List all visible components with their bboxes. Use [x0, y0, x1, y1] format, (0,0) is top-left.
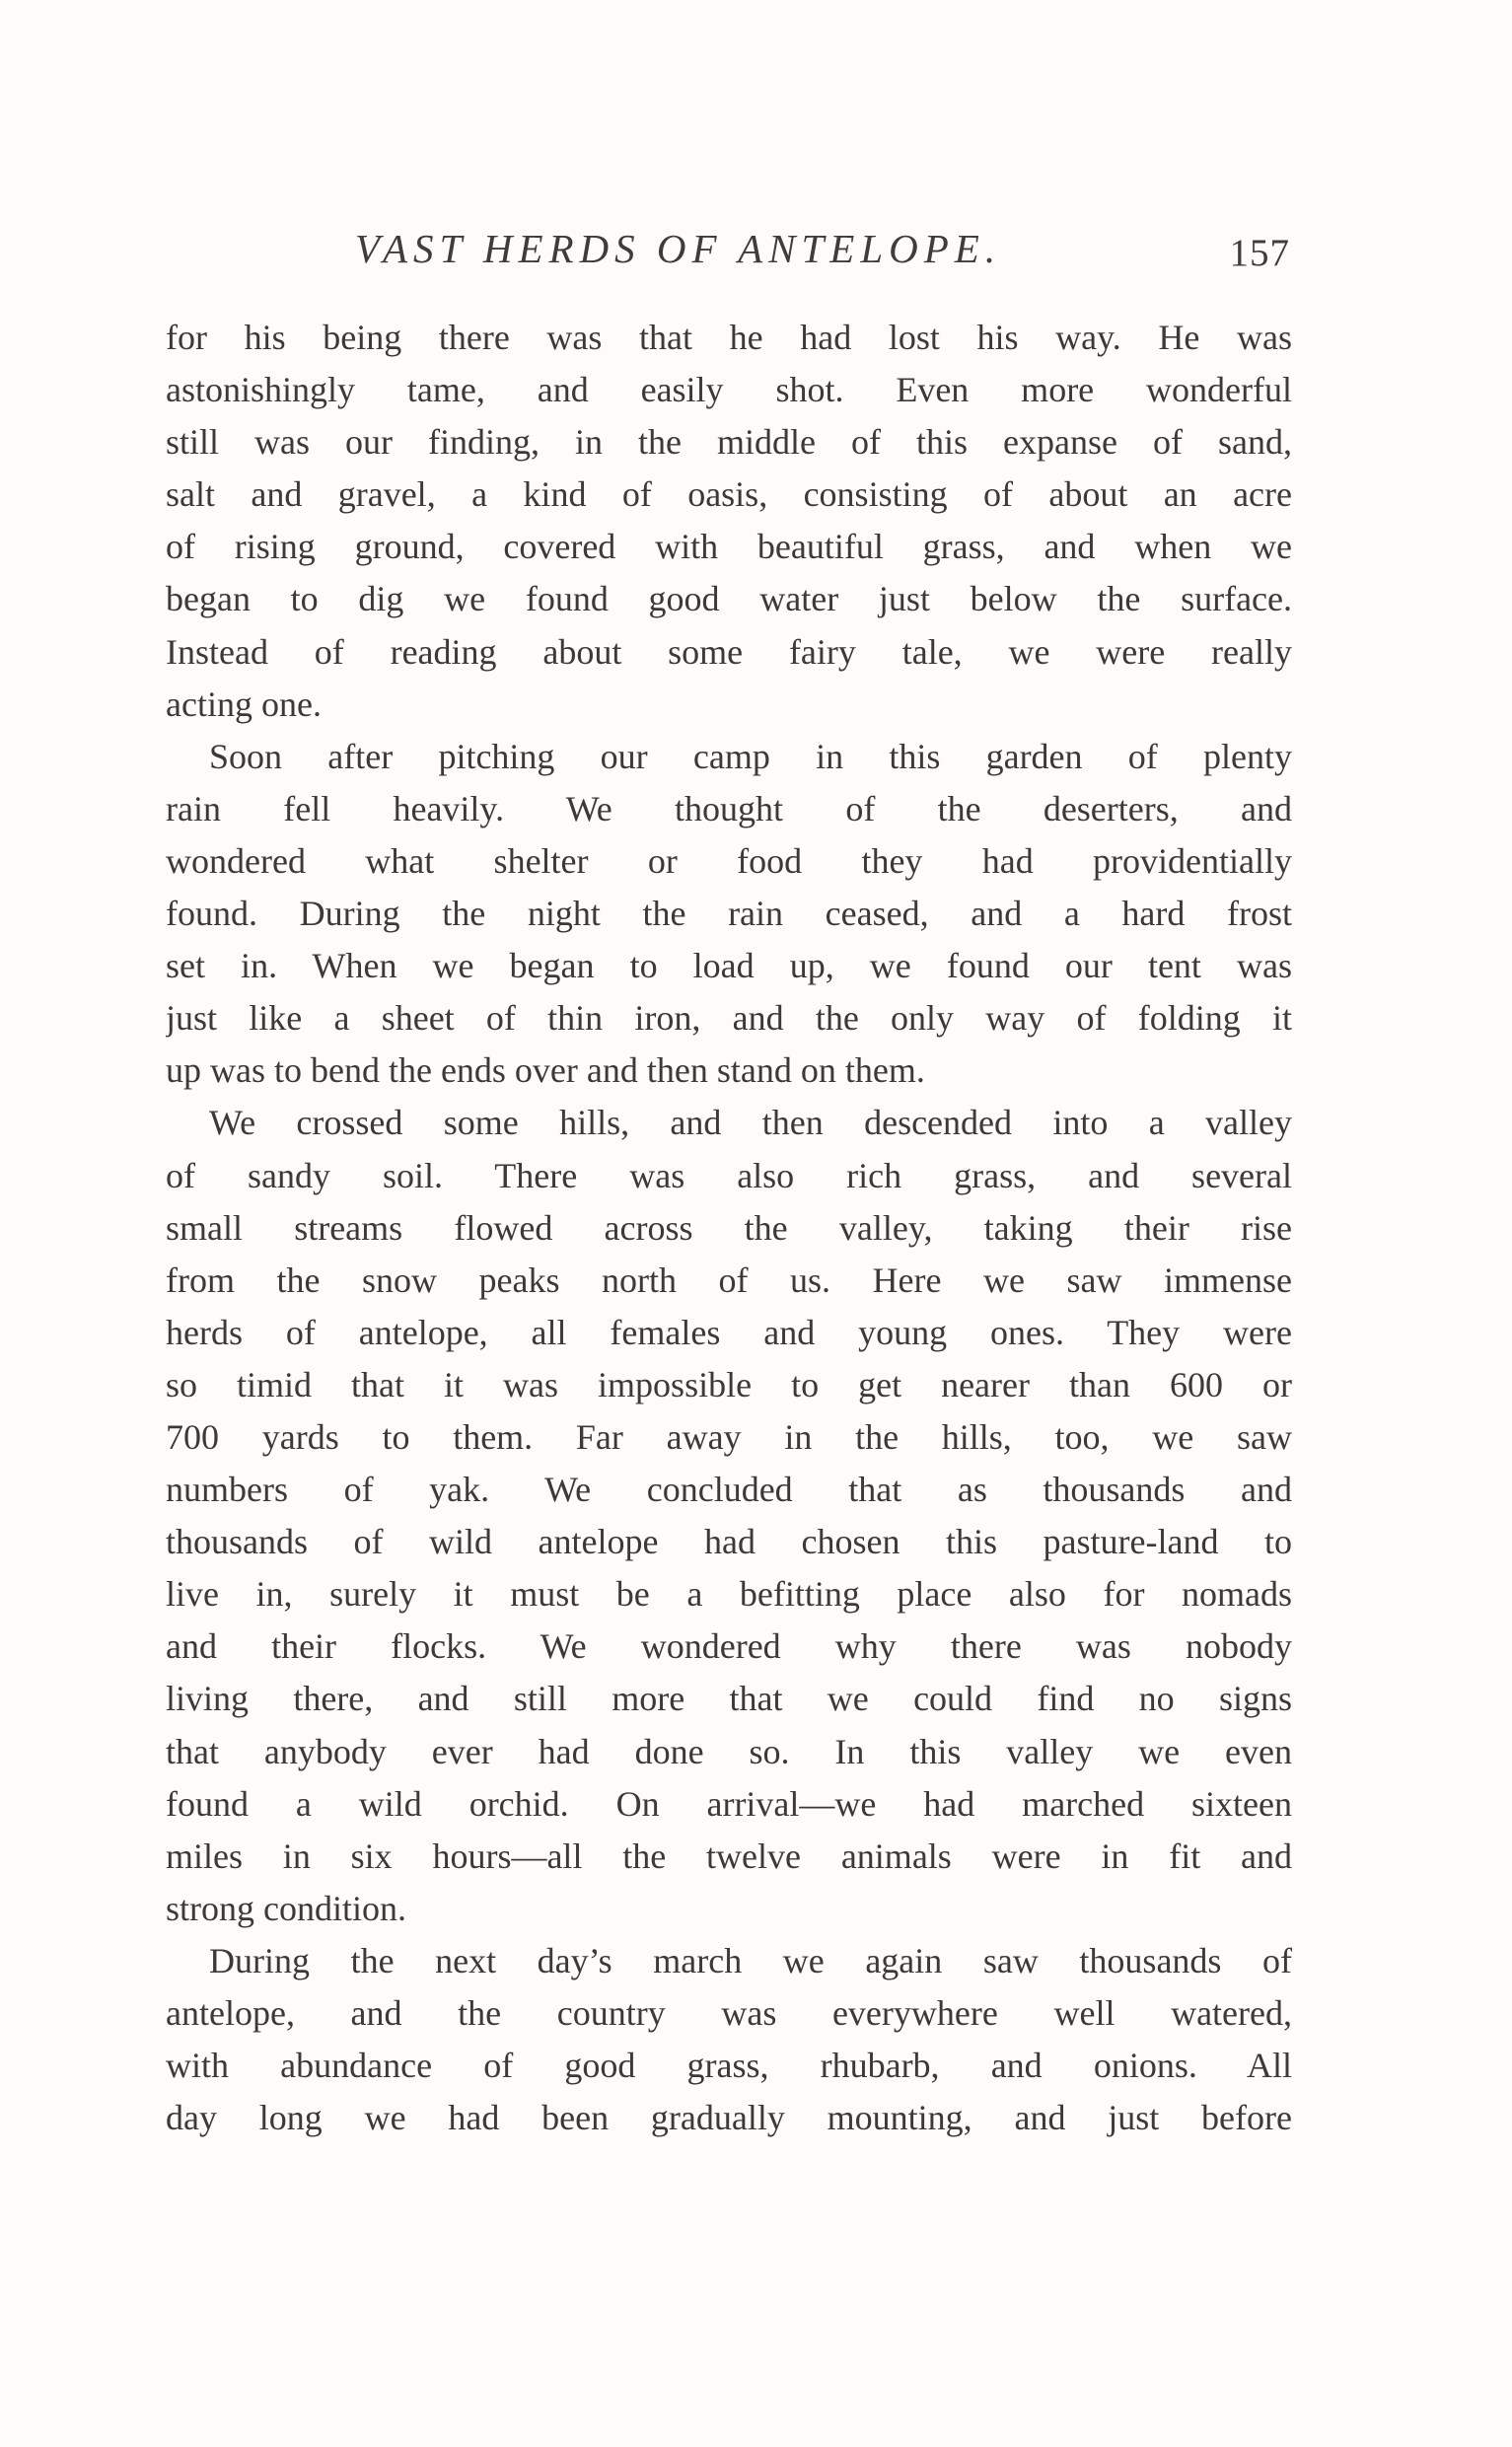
text-line: of rising ground, covered with beautiful grass, and when we — [166, 527, 1292, 567]
text-line: for his being there was that he had lost his way. He was — [166, 318, 1292, 357]
text-line: We crossed some hills, and then descended into a valley — [209, 1103, 1292, 1143]
text-line: 700 yards to them. Far away in the hills, too, we saw — [166, 1416, 1292, 1457]
text-line: wondered what shelter or food they had providentially — [166, 840, 1292, 881]
text-line: living there, and still more that we could find no signs — [166, 1679, 1292, 1719]
text-line: During the next day’s march we again saw thousands of — [209, 1940, 1292, 1980]
text-line: numbers of yak. We concluded that as thousands and — [166, 1470, 1292, 1510]
text-line: so timid that it was impossible to get nearer than 600 or — [166, 1364, 1292, 1404]
text-line: herds of antelope, all females and young ones. They were — [166, 1312, 1292, 1352]
text-line: found a wild orchid. On arrival—we had marched sixteen — [166, 1783, 1292, 1824]
text-line: with abundance of good grass, rhubarb, and onions. All — [166, 2046, 1292, 2086]
running-head — [166, 225, 1290, 284]
text-line: salt and gravel, a kind of oasis, consisting of about an acre — [166, 474, 1292, 515]
body-text — [166, 312, 1292, 2144]
text-line: astonishingly tame, and easily shot. Even more wonderful — [166, 370, 1292, 410]
text-line: rain fell heavily. We thought of the deserters, and — [166, 788, 1292, 828]
text-line: live in, surely it must be a befitting place also for nomads — [166, 1574, 1292, 1615]
text-line: small streams flowed across the valley, taking their rise — [166, 1207, 1292, 1248]
text-line: set in. When we began to load up, we found our tent was — [166, 946, 1292, 986]
text-line: Soon after pitching our camp in this garden of plenty — [209, 736, 1292, 776]
running-title: VAST HERDS OF ANTELOPE. — [355, 226, 1002, 271]
text-line: Instead of reading about some fairy tale, we were really — [166, 631, 1292, 672]
text-line: and their flocks. We wondered why there was nobody — [166, 1626, 1292, 1667]
text-line: that anybody ever had done so. In this valley we even — [166, 1731, 1292, 1771]
text-line: just like a sheet of thin iron, and the only way of folding it — [166, 998, 1292, 1039]
text-line: began to dig we found good water just below the surface. — [166, 579, 1292, 619]
text-line: of sandy soil. There was also rich grass, and several — [166, 1155, 1292, 1195]
text-line: up was to bend the ends over and then stand on them. — [166, 1050, 925, 1091]
page-number: 157 — [1229, 232, 1290, 274]
text-line: found. During the night the rain ceased, and a hard frost — [166, 894, 1292, 934]
text-line: from the snow peaks north of us. Here we saw immense — [166, 1259, 1292, 1300]
text-line: strong condition. — [166, 1888, 406, 1928]
text-line: day long we had been gradually mounting, and just before — [166, 2098, 1292, 2138]
text-line: acting one. — [166, 684, 322, 724]
text-line: miles in six hours—all the twelve animals were in fit and — [166, 1835, 1292, 1876]
text-line: thousands of wild antelope had chosen this pasture-land to — [166, 1522, 1292, 1562]
text-line: antelope, and the country was everywhere well watered, — [166, 1993, 1292, 2033]
text-line: still was our finding, in the middle of this expanse of sand, — [166, 422, 1292, 463]
